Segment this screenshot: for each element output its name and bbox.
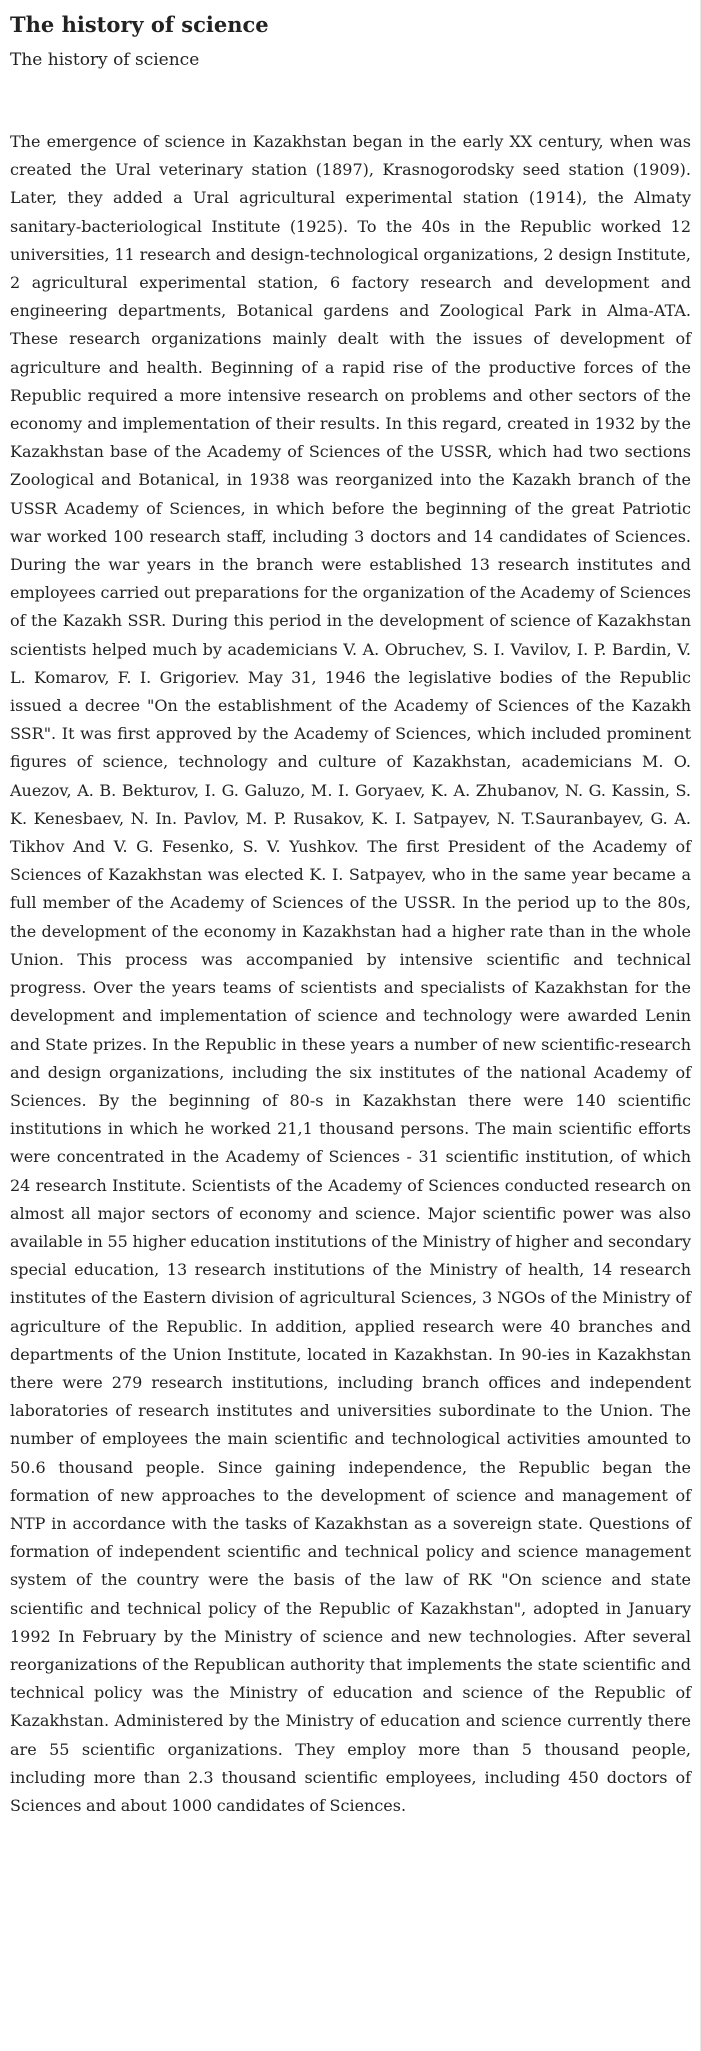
article-body: The emergence of science in Kazakhstan began in the early XX century, when was created the Ural veterinary station (1897), Krasnogorodsky seed station (1909). Later, they added a Ural agricultural experimental station (1914), the Almaty sanitary-bacteriological Institute (1925). To the 40s in the Republic worked 12 universities, 11 research and design-technological organizations, 2 design Institute, 2 agricultural experimental station, 6 factory research and development and engineering departments, Botanical gardens and Zoological Park in Alma-ATA. These research organizations mainly dealt with the issues of development of agriculture and health. Beginning of a rapid rise of the productive forces of the Republic required a more intensive research on problems and other sectors of the economy and implementation of their results. In this regard, created in 1932 by the Kazakhstan base of the Academy of Sciences of the USSR, which had two sections Zoological and Botanical, in 1938 was reorganized into the Kazakh branch of the USSR Academy of Sciences, in which before the beginning of the great Patriotic war worked 100 research staff, including 3 doctors and 14 candidates of Sciences. During the war years in the branch were established 13 research institutes and employees carried out preparations for the organization of the Academy of Sciences of the Kazakh SSR. During this period in the development of science of Kazakhstan scientists helped much by academicians V. A. Obruchev, S. I. Vavilov, I. P. Bardin, V. L. Komarov, F. I. Grigoriev. May 31, 1946 the legislative bodies of the Republic issued a decree "On the establishment of the Academy of Sciences of the Kazakh SSR". It was first approved by the Academy of Sciences, which included prominent figures of science, technology and culture of Kazakhstan, academicians M. O. Auezov, A. B. Bekturov, I. G. Galuzo, M. I. Goryaev, K. A. Zhubanov, N. G. Kassin, S. K. Kenesbaev, N. In. Pavlov, M. P. Rusakov, K. I. Satpayev, N. T.Sauranbayev, G. A. Tikhov And V. G. Fesenko, S. V. Yushkov. The first President of the Academy of Sciences of Kazakhstan was elected K. I. Satpayev, who in the same year became a full member of the Academy of Sciences of the USSR. In the period up to the 80s, the development of the economy in Kazakhstan had a higher rate than in the whole Union. This process was accompanied by intensive scientific and technical progress. Over the years teams of scientists and specialists of Kazakhstan for the development and implementation of science and technology were awarded Lenin and State prizes. In the Republic in these years a number of new scientific-research and design organizations, including the six institutes of the national Academy of Sciences. By the beginning of 80-s in Kazakhstan there were 140 scientific institutions in which he worked 21,1 thousand persons. The main scientific efforts were concentrated in the Academy of Sciences - 31 scientific institution, of which 24 research Institute. Scientists of the Academy of Sciences conducted research on almost all major sectors of economy and science. Major scientific power was also available in 55 higher education institutions of the Ministry of higher and secondary special education, 13 research institutions of the Ministry of health, 14 research institutes of the Eastern division of agricultural Sciences, 3 NGOs of the Ministry of agriculture of the Republic. In addition, applied research were 40 branches and departments of the Union Institute, located in Kazakhstan. In 90-ies in Kazakhstan there were 279 research institutions, including branch offices and independent laboratories of research institutes and universities subordinate to the Union. The number of employees the main scientific and technological activities amounted to 50.6 thousand people. Since gaining independence, the Republic began the formation of new approaches to the development of science and management of NTP in accordance with the tasks of Kazakhstan as a sovereign state. Questions of formation of independent scientific and technical policy and science management system of the country were the basis of the law of RK "On science and state scientific and technical policy of the Republic of Kazakhstan", adopted in January 1992 In February by the Ministry of science and new technologies. After several reorganizations of the Republican authority that implements the state scientific and technical policy was the Ministry of education and science of the Republic of Kazakhstan. Administered by the Ministry of education and science currently there are 55 scientific organizations. They employ more than 5 thousand people, including more than 2.3 thousand scientific employees, including 450 doctors of Sciences and about 1000 candidates of Sciences. (10, 132, 691, 1815)
page-subtitle: The history of science (10, 50, 200, 70)
page-title: The history of science (10, 12, 269, 37)
